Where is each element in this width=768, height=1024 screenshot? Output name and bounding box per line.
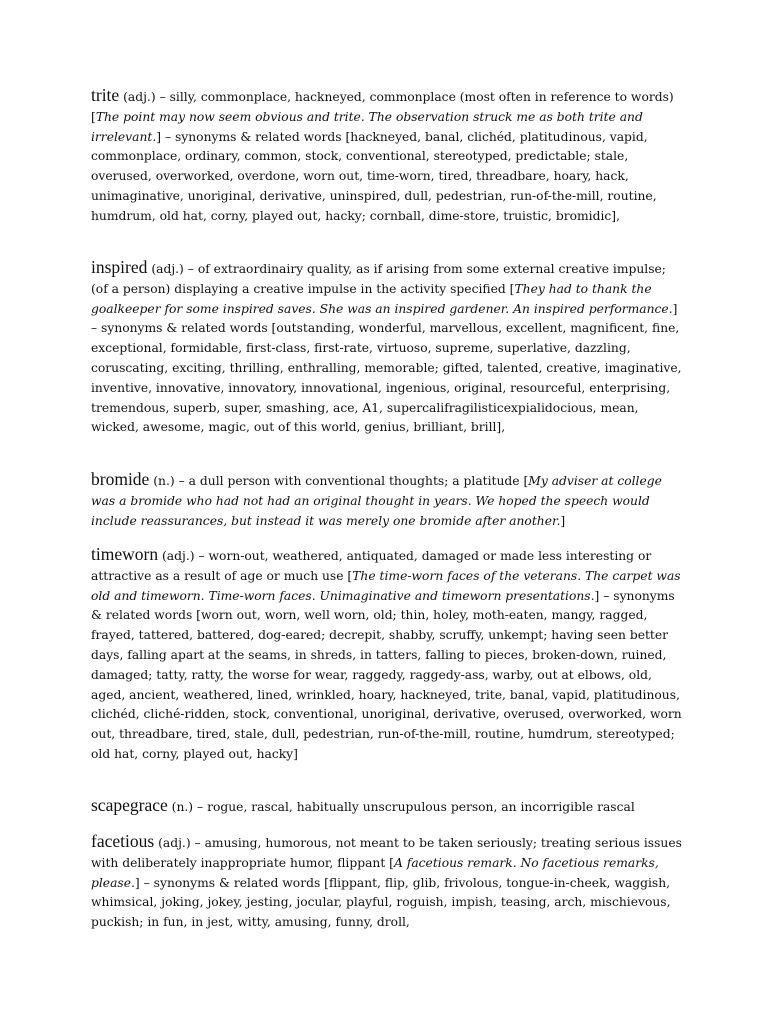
entry-scapegrace [91, 796, 683, 818]
part-of-speech: (adj.) [123, 90, 156, 104]
headword: trite [91, 85, 120, 105]
example-sentences: My adviser at college was a bromide who had not had an original thought in years. We hoped the speech would include reassurances, but instead it was merely one bromide after another. [91, 474, 662, 528]
definition: – a dull person with conventional thoughts; a platitude [ [178, 474, 529, 488]
entry-timeworn [91, 545, 683, 765]
example-sentences: The point may now seem obvious and trite. The observation struck me as both trite and irrelevant. [91, 109, 643, 144]
entry-bromide [91, 470, 683, 531]
part-of-speech: (n.) [171, 800, 194, 814]
definition: – worn-out, weathered, antiquated, damaged or made less interesting or attractive as a result of age or much use [ [91, 549, 652, 583]
headword: timeworn [91, 544, 159, 564]
definition: – of extraordinairy quality, as if arising from some external creative impulse; (of a person) displaying a creative impulse in the activity specified [ [91, 262, 666, 296]
entry-facetious [91, 832, 683, 933]
example-sentences: The time-worn faces of the veterans. The carpet was old and timeworn. Time-worn faces. Unimaginative and timeworn presentations. [91, 568, 681, 603]
synonyms: ] – synonyms & related words [flippant, flip, glib, frivolous, tongue-in-cheek, waggish, whimsical, joking, jokey, jesting, jocular, playful, roguish, impish, teasing, arch, mischievous, puckish; in fun, in jest, witty, amusing, funny, droll, [91, 875, 671, 930]
synonyms: ] – synonyms & related words [hackneyed, banal, clichéd, platitudinous, vapid, commonplace, ordinary, common, stock, conventional, stereotyped, predictable; stale, overused, overworked, overdone, worn out, time-worn, tired, threadbare, hoary, hack, unimaginative, unoriginal, derivative, uninspired, dull, pedestrian, run-of-the-mill, routine, humdrum, old hat, corny, played out, hacky; cornball, dime-store, truistic, bromidic], [91, 129, 657, 223]
part-of-speech: (n.) [153, 474, 175, 488]
definition: – amusing, humorous, not meant to be taken seriously; treating serious issues with deliberately inappropriate humor, flippant [ [91, 836, 682, 870]
part-of-speech: (adj.) [162, 549, 195, 563]
synonyms: ] – synonyms & related words [worn out, worn, well worn, old; thin, holey, moth-eaten, mangy, ragged, frayed, tattered, battered, dog-eared; decrepit, shabby, scruffy, unkempt; having seen better days, falling apart at the seams, in shreds, in tatters, falling to pieces, broken-down, ruined, damaged; tatty, ratty, the worse for wear, raggedy, raggedy-ass, warby, out at elbows, old, aged, ancient, weathered, lined, wrinkled, hoary, hackneyed, trite, banal, vapid, platitudinous, clichéd, cliché-ridden, stock, conventional, unoriginal, derivative, overused, overworked, worn out, threadbare, tired, stale, dull, pedestrian, run-of-the-mill, routine, humdrum, stereotyped; old hat, corny, played out, hacky] [91, 588, 682, 761]
part-of-speech: (adj.) [158, 836, 191, 850]
entry-inspired [91, 258, 683, 438]
synonyms: ] – synonyms & related words [outstanding, wonderful, marvellous, excellent, magnificent, fine, exceptional, formidable, first-class, first-rate, virtuoso, supreme, superlative, dazzling, coruscating, exciting, thrilling, enthralling, memorable; gifted, talented, creative, imaginative, inventive, innovative, innovatory, innovational, ingenious, original, resourceful, enterprising, tremendous, superb, super, smashing, ace, A1, supercalifragilisticexpialidocious, mean, wicked, awesome, magic, out of this world, genius, brilliant, brill], [91, 301, 682, 435]
synonyms: ] [560, 513, 566, 528]
example-sentences: A facetious remark. No facetious remarks, please. [91, 855, 659, 890]
headword: scapegrace [91, 795, 168, 815]
definition: – silly, commonplace, hackneyed, commonplace (most often in reference to words) [ [91, 90, 674, 124]
definition: – rogue, rascal, habitually unscrupulous person, an incorrigible rascal [197, 800, 635, 814]
part-of-speech: (adj.) [151, 262, 184, 276]
example-sentences: They had to thank the goalkeeper for some inspired saves. She was an inspired gardener. An inspired performance. [91, 281, 673, 316]
headword: inspired [91, 257, 148, 277]
headword: bromide [91, 469, 150, 489]
headword: facetious [91, 831, 155, 851]
entry-trite [91, 86, 683, 227]
